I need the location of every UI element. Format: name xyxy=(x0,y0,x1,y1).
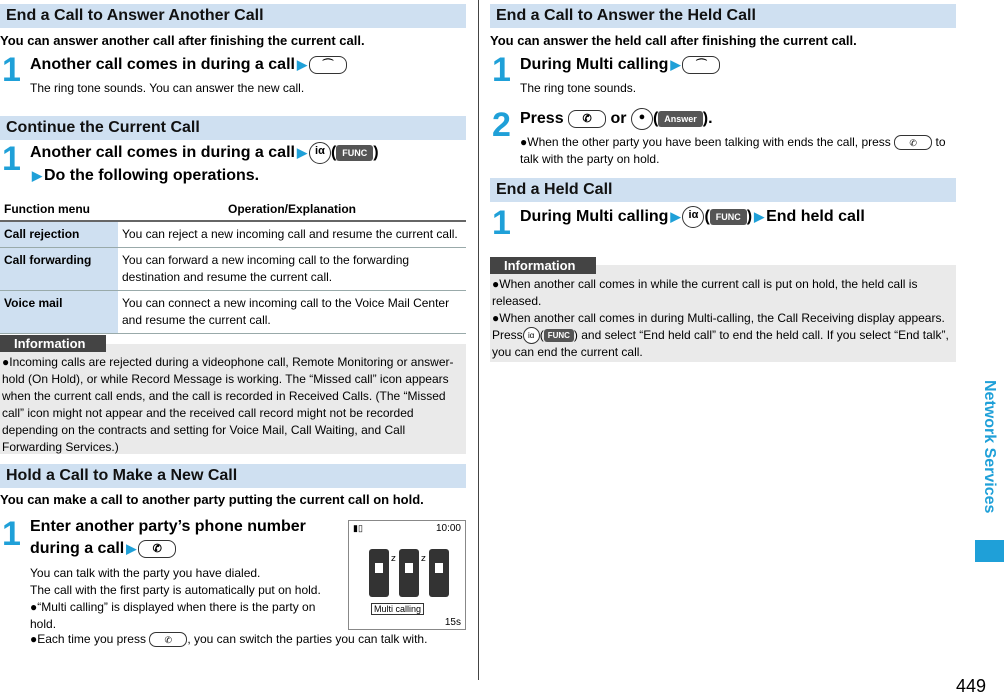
column-divider xyxy=(478,0,479,680)
phone-screen-illustration xyxy=(348,520,466,630)
table-header-function: Function menu xyxy=(0,198,118,221)
step-text: During Multi calling xyxy=(520,208,669,226)
arrow-icon: ▶ xyxy=(670,57,681,72)
call-timer: 15s xyxy=(444,617,461,628)
step-note: You can talk with the party you have dialed. xyxy=(30,566,261,580)
table-cell-operation: You can reject a new incoming call and resume the current call. xyxy=(118,221,466,248)
step-title: Press ✆ or ● ( Answer ). xyxy=(520,108,713,130)
multi-call-graphic xyxy=(369,543,449,599)
table-row xyxy=(0,221,466,248)
step-text: End held call xyxy=(766,208,865,226)
arrow-icon: ▶ xyxy=(32,168,42,183)
table-cell-function: Voice mail xyxy=(0,291,118,334)
section-header-end-held-call: End a Held Call xyxy=(490,178,956,202)
svg-text:z: z xyxy=(391,554,396,564)
step-number: 1 xyxy=(2,140,21,178)
step-bullet: ●Each time you press ✆ , you can switch the parties you can talk with. xyxy=(30,632,428,646)
clock-text: 10:00 xyxy=(435,523,461,534)
table-row xyxy=(0,248,466,291)
information-bullet: ●When another call comes in while the current call is put on hold, the held call is released. xyxy=(492,277,918,308)
func-softkey-icon: FUNC xyxy=(544,329,574,342)
bullet-text: “Multi calling” is displayed when there is the party on hold. xyxy=(30,600,316,631)
information-text: ) and select “End held call” to end the held call. If you select “End talk”, you can end the current call. xyxy=(492,328,949,360)
information-bullet: ●Incoming calls are rejected during a videophone call, Remote Monitoring or answer-hold (On Hold), or while Record Message is working. The “Missed call” icon appears when the current call ends, and the call is recorded in Received Calls. (The “Missed call” icon might not appear and the received call record might not be recorded depending on the contracts and setting for Voice Mail, Call Waiting, and Call Forwarding Services.) xyxy=(2,355,454,454)
step-text: During Multi calling xyxy=(520,56,669,73)
svg-text:z: z xyxy=(421,554,426,564)
answer-softkey-icon: Answer xyxy=(658,111,703,127)
step-bullet: ●When the other party you have been talking with ends the call, press ✆ to talk with the party on hold. xyxy=(520,135,946,166)
step-title-line2 xyxy=(30,538,176,560)
end-key-icon: ⌒ xyxy=(309,56,347,74)
i-alpha-key-icon: iα xyxy=(523,327,540,344)
step-number: 2 xyxy=(492,106,511,144)
step-note: The call with the first party is automatically put on hold. xyxy=(30,583,321,597)
step-title-line2 xyxy=(30,165,259,187)
information-label: Information xyxy=(0,335,106,352)
step-text: or xyxy=(610,110,627,128)
bullet-text: to talk with the party on hold. xyxy=(520,135,946,166)
section-header-answer-held-call: End a Call to Answer the Held Call xyxy=(490,4,956,28)
call-key-icon: ✆ xyxy=(138,540,176,558)
bullet-text: , you can switch the parties you can talk with. xyxy=(187,632,428,646)
table-header-operation: Operation/Explanation xyxy=(118,198,466,221)
side-section-tab xyxy=(975,540,1004,562)
step-text: Another call comes in during a call xyxy=(30,56,295,73)
center-key-icon: ● xyxy=(631,108,653,130)
step-text: Press xyxy=(520,110,564,128)
side-section-label: Network Services xyxy=(981,380,998,514)
bullet-text: When the other party you have been talking with ends the call, press xyxy=(527,135,891,149)
step-number: 1 xyxy=(2,51,21,89)
step-number: 1 xyxy=(492,51,511,89)
table-cell-operation: You can connect a new incoming call to the Voice Mail Center and resume the current call. xyxy=(118,291,466,334)
section-header-hold-call: Hold a Call to Make a New Call xyxy=(0,464,466,488)
table-cell-operation: You can forward a new incoming call to the forwarding destination and resume the current call. xyxy=(118,248,466,291)
section-header-end-call-answer-another: End a Call to Answer Another Call xyxy=(0,4,466,28)
information-text: When another call comes in during Multi-calling, the Call Receiving display appears. Press xyxy=(492,311,945,342)
func-softkey-icon: FUNC xyxy=(336,145,373,161)
step-text: Another call comes in during a call xyxy=(30,144,295,162)
step-title xyxy=(30,54,347,76)
step-title: Enter another party’s phone number xyxy=(30,518,306,535)
page-number: 449 xyxy=(955,676,986,696)
signal-icon: ▮▯ xyxy=(353,523,363,533)
step-bullet: ●“Multi calling” is displayed when there is the party on hold. xyxy=(30,600,316,631)
intro-text: You can answer another call after finishing the current call. xyxy=(0,33,365,48)
section-header-continue-current-call: Continue the Current Call xyxy=(0,116,466,140)
information-bullet: ●When another call comes in during Multi-calling, the Call Receiving display appears. Press iα ( FUNC ) and select “End held call” to end the held call. If you select “End talk”, you can end the current call. xyxy=(492,311,949,360)
i-alpha-key-icon: iα xyxy=(309,142,331,164)
table-row xyxy=(0,291,466,334)
step-text: during a call xyxy=(30,540,125,557)
arrow-icon: ▶ xyxy=(296,57,307,72)
step-title: During Multi calling ▶ iα ( FUNC ) ▶ End held call xyxy=(520,206,865,228)
call-key-icon: ✆ xyxy=(894,135,932,150)
step-text: ). xyxy=(702,110,713,128)
step-note: The ring tone sounds. xyxy=(520,81,637,95)
arrow-icon: ▶ xyxy=(754,209,765,225)
func-softkey-icon: FUNC xyxy=(710,209,747,225)
end-key-icon: ⌒ xyxy=(682,56,720,74)
step-title: Another call comes in during a call ▶ iα ( FUNC ) xyxy=(30,142,379,164)
information-text: When another call comes in while the current call is put on hold, the held call is released. xyxy=(492,277,918,308)
arrow-icon: ▶ xyxy=(126,541,137,556)
table-cell-function: Call forwarding xyxy=(0,248,118,291)
step-title xyxy=(520,54,720,76)
intro-text: You can make a call to another party putting the current call on hold. xyxy=(0,492,424,507)
function-table xyxy=(0,198,466,334)
call-key-icon: ✆ xyxy=(149,632,187,647)
arrow-icon: ▶ xyxy=(670,209,681,225)
arrow-icon: ▶ xyxy=(296,145,307,161)
screen-status-label: Multi calling xyxy=(371,603,424,615)
step-number: 1 xyxy=(492,204,511,242)
information-label: Information xyxy=(490,257,596,274)
step-text: Do the following operations. xyxy=(44,167,260,184)
information-text: Incoming calls are rejected during a videophone call, Remote Monitoring or answer-hold (On Hold), or while Record Message is working. The “Missed call” icon appears when the current call ends, and the call is recorded in Received Calls. (The “Missed call” icon might not appear and the received call record might not be recorded depending on the contracts and setting for Voice Mail, Call Waiting, and Call Forwarding Services.) xyxy=(2,355,454,454)
bullet-text: Each time you press xyxy=(37,632,146,646)
intro-text: You can answer the held call after finishing the current call. xyxy=(490,33,857,48)
table-cell-function: Call rejection xyxy=(0,221,118,248)
call-key-icon: ✆ xyxy=(568,110,606,128)
i-alpha-key-icon: iα xyxy=(682,206,704,228)
step-note: The ring tone sounds. You can answer the new call. xyxy=(30,81,305,95)
step-number: 1 xyxy=(2,515,21,553)
